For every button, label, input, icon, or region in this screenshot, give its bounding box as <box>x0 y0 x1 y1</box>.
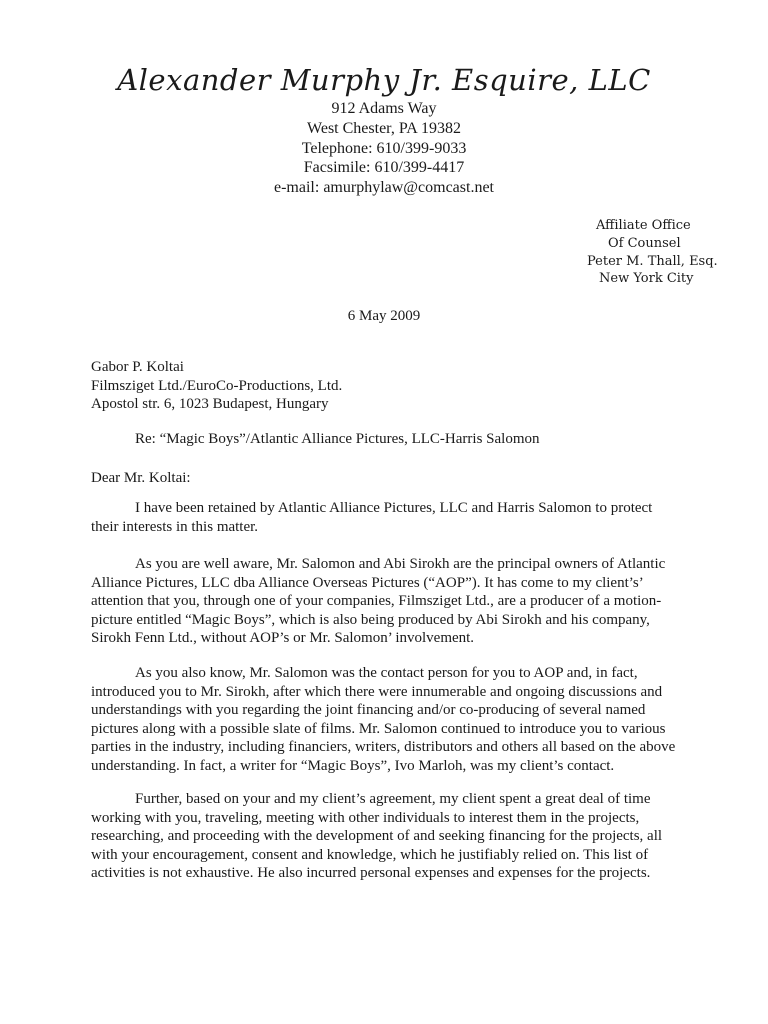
paragraph-4 <box>91 790 711 883</box>
paragraph-line: researching, and proceeding with the development of and seeking financing for the projects, all <box>91 828 663 845</box>
paragraph-1 <box>91 499 711 536</box>
paragraph-line: I have been retained by Atlantic Alliance Pictures, LLC and Harris Salomon to protect <box>135 500 653 516</box>
subject-line: Re: “Magic Boys”/Atlantic Alliance Pictures, LLC-Harris Salomon <box>135 431 540 447</box>
paragraph-line: As you are well aware, Mr. Salomon and Abi Sirokh are the principal owners of Atlantic <box>135 556 666 572</box>
facsimile-line: Facsimile: 610/399-4417 <box>303 159 465 177</box>
paragraph-line: attention that you, through one of your companies, Filmsziget Ltd., are a producer of a motion- <box>91 593 662 610</box>
paragraph-line: working with you, traveling, meeting with other individuals to interest them in the projects, <box>91 809 640 826</box>
paragraph-line: introduced you to Mr. Sirokh, after which there were innumerable and ongoing discussions and <box>91 683 663 700</box>
letter-date: 6 May 2009 <box>347 308 421 324</box>
paragraph-3 <box>91 664 711 776</box>
telephone-line: Telephone: 610/399-9033 <box>301 139 467 157</box>
paragraph-line: picture entitled “Magic Boys”, which is also being produced by Abi Sirokh and his company, <box>91 611 650 628</box>
letterhead-contact-block <box>0 99 768 198</box>
paragraph-line: with your encouragement, consent and knowledge, which he justifiably relied on. This list of <box>91 846 649 863</box>
paragraph-2 <box>91 555 711 648</box>
paragraph-line: understanding. In fact, a writer for “Magic Boys”, Ivo Marloh, was my client’s contact. <box>91 757 615 774</box>
paragraph-line: Alliance Pictures, LLC dba Alliance Overseas Pictures (“AOP”). It has come to my client’s’ <box>91 574 644 591</box>
affiliate-line-2: Of Counsel <box>608 235 681 251</box>
address-street: 912 Adams Way <box>331 100 437 117</box>
address-city: West Chester, PA 19382 <box>307 119 461 137</box>
recipient-company: Filmsziget Ltd./EuroCo-Productions, Ltd. <box>91 377 343 394</box>
salutation: Dear Mr. Koltai: <box>91 470 191 486</box>
recipient-address: Apostol str. 6, 1023 Budapest, Hungary <box>91 396 329 413</box>
paragraph-line: understandings with you regarding the joint financing and/or co-producing of several named <box>91 702 646 719</box>
paragraph-line: Further, based on your and my client’s agreement, my client spent a great deal of time <box>135 791 651 807</box>
affiliate-line-4: New York City <box>599 271 694 287</box>
paragraph-line: activities is not exhaustive. He also incurred personal expenses and expenses for the projects. <box>91 865 651 882</box>
recipient-block <box>91 358 711 414</box>
paragraph-line: parties in the industry, including financiers, writers, distributors and others all based on the above <box>91 739 676 756</box>
paragraph-line: As you also know, Mr. Salomon was the contact person for you to AOP and, in fact, <box>135 665 638 681</box>
affiliate-office-block <box>576 217 756 288</box>
affiliate-line-3: Peter M. Thall, Esq. <box>587 253 718 269</box>
paragraph-line: their interests in this matter. <box>91 518 259 535</box>
affiliate-line-1: Affiliate Office <box>596 218 691 233</box>
paragraph-line: pictures along with a possible slate of films. Mr. Salomon continued to introduce you to various <box>91 720 666 737</box>
paragraph-line: Sirokh Fenn Ltd., without AOP’s or Mr. Salomon’ involvement. <box>91 630 475 647</box>
recipient-name: Gabor P. Koltai <box>91 359 184 375</box>
letterhead-firm-name: Alexander Murphy Jr. Esquire, LLC <box>117 63 651 97</box>
email-line: e-mail: amurphylaw@comcast.net <box>274 179 494 197</box>
